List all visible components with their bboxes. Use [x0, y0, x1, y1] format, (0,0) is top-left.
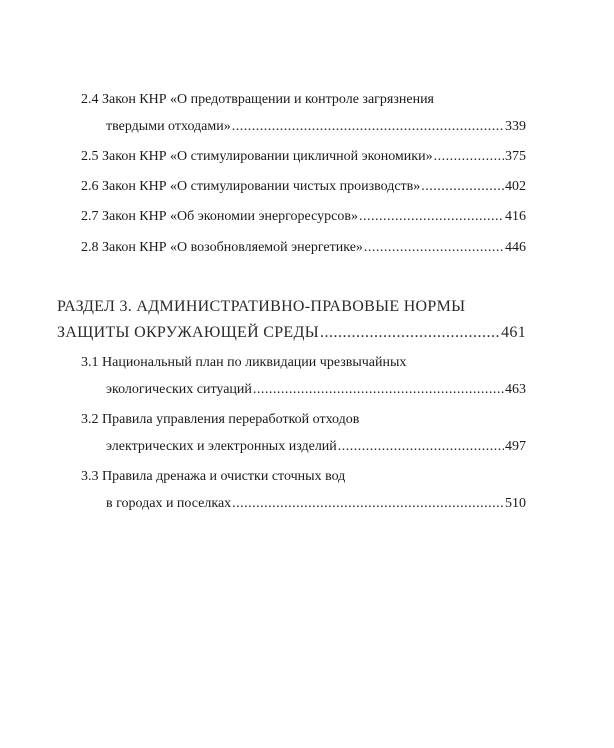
- dot-leader: [320, 323, 500, 343]
- dot-leader: [421, 178, 504, 196]
- toc-entry-2-6[interactable]: [81, 178, 526, 196]
- dot-leader: [232, 118, 504, 136]
- toc-entry-title: экологических ситуаций: [106, 382, 252, 397]
- section-3-heading-line1: РАЗДЕЛ 3. АДМИНИСТРАТИВНО-ПРАВОВЫЕ НОРМЫ: [57, 298, 466, 315]
- toc-entry-title: 2.7 Закон КНР «Об экономии энергоресурсов»: [81, 209, 358, 224]
- dot-leader: [338, 438, 504, 456]
- toc-page-number: 510: [505, 496, 526, 511]
- toc-entry-3-1-line1: 3.1 Национальный план по ликвидации чрезвычайных: [81, 355, 407, 370]
- toc-page-number: 461: [501, 324, 526, 341]
- toc-entry-2-4-line2[interactable]: [106, 118, 526, 136]
- toc-entry-title: 2.6 Закон КНР «О стимулировании чистых производств»: [81, 179, 421, 194]
- toc-entry-2-5[interactable]: [81, 148, 526, 166]
- toc-entry-3-2-line2[interactable]: [106, 438, 526, 456]
- toc-entry-3-3-line2[interactable]: [106, 495, 526, 513]
- toc-entry-title: 2.8 Закон КНР «О возобновляемой энергетике»: [81, 240, 363, 255]
- toc-page-number: 446: [505, 240, 526, 255]
- toc-entry-2-4-line1: 2.4 Закон КНР «О предотвращении и контроле загрязнения: [81, 92, 434, 107]
- dot-leader: [253, 381, 504, 399]
- toc-page-number: 497: [505, 439, 526, 454]
- toc-entry-title: электрических и электронных изделий: [106, 439, 337, 454]
- toc-entry-3-2-line1: 3.2 Правила управления переработкой отходов: [81, 412, 360, 427]
- toc-entry-3-3-line1: 3.3 Правила дренажа и очистки сточных вод: [81, 469, 346, 484]
- dot-leader: [364, 239, 504, 257]
- toc-page-number: 339: [505, 119, 526, 134]
- toc-page-number: 463: [505, 382, 526, 397]
- toc-entry-title: 2.5 Закон КНР «О стимулировании цикличной экономики»: [81, 149, 433, 164]
- toc-entry-2-8[interactable]: [81, 239, 526, 257]
- toc-page-number: 402: [505, 179, 526, 194]
- toc-entry-3-1-line2[interactable]: [106, 381, 526, 399]
- dot-leader: [359, 208, 504, 226]
- toc-entry-title: твердыми отходами»: [106, 119, 231, 134]
- section-3-heading-line2[interactable]: [57, 323, 526, 343]
- toc-entry-2-7[interactable]: [81, 208, 526, 226]
- dot-leader: [232, 495, 504, 513]
- toc-entry-title: ЗАЩИТЫ ОКРУЖАЮЩЕЙ СРЕДЫ: [57, 324, 319, 341]
- toc-entry-title: в городах и поселках: [106, 496, 232, 511]
- toc-page-number: 375: [505, 149, 526, 164]
- dot-leader: [434, 148, 504, 166]
- toc-page-number: 416: [505, 209, 526, 224]
